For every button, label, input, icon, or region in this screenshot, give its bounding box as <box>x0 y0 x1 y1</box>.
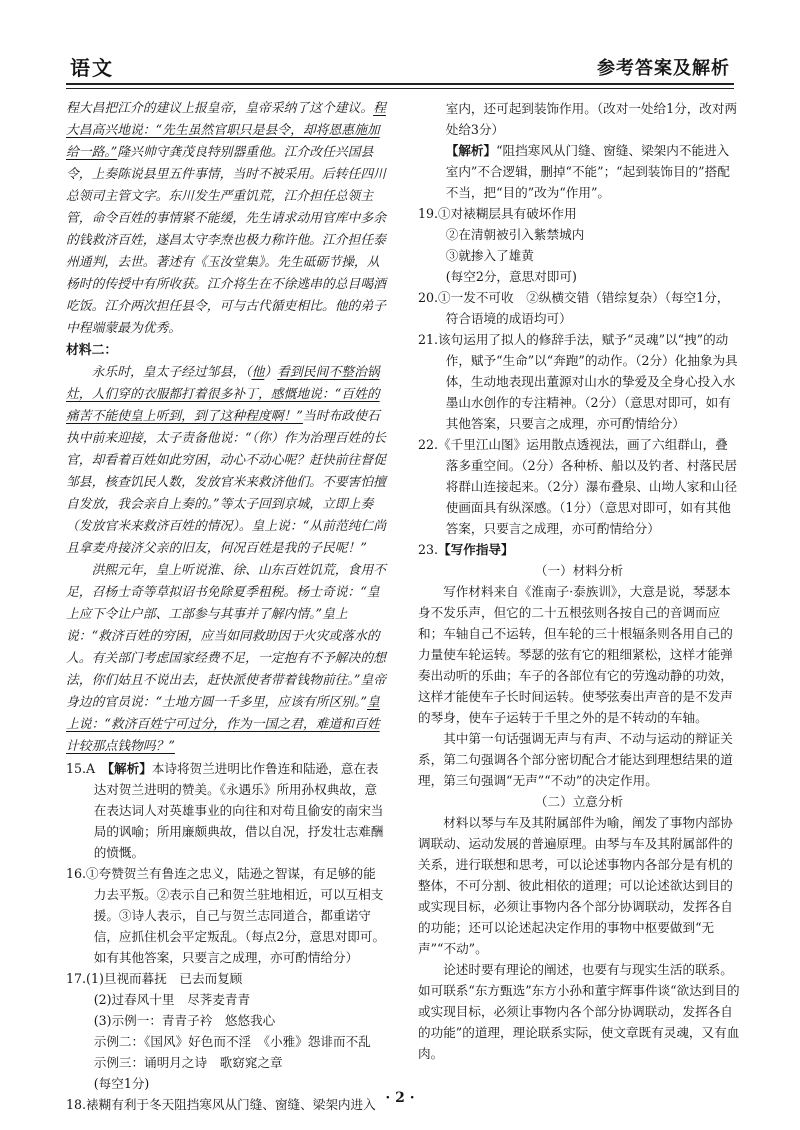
section-title: 参考答案及解析 <box>597 58 730 79</box>
translation-paragraph-2: 永乐时，皇太子经过邹县，（他）看到民间不整治锅灶，人们穿的衣服都打着很多补丁，感慨地说：“百姓的痛苦不能使皇上听到，到了这种程度啊！”当时布政使石执中前来迎接，太子责备他说：“（你）作为治理百姓的长官，却看着百姓如此穷困，动心不动心呢？赶快前往督促邹县，核查饥民人数，发放官米来救济他们。不要害怕擅自发放，我会亲自上奏的。”等太子回到京城，立即上奏（发放官米来救济百姓的情况）。皇上说：“从前范纯仁尚且拿麦舟接济父亲的旧友，何况百姓是我的子民呢！” <box>66 365 387 556</box>
header-rule-thick <box>66 83 734 85</box>
answer-16: 16.①夸赞贺兰有鲁连之忠义，陆逊之智谋，有足够的能力去平叛。②表示自己和贺兰驻地相近，可以互相支援。③诗人表示，自己与贺兰志同道合，都重诺守信，应抓住机会平定叛乱。（每点2分，意思对即可。如有其他答案，只要言之成理，亦可酌情给分） <box>66 866 386 965</box>
underlined-sentence: 看到民间不整治锅灶，人们穿的衣服都打着很多补丁，感慨地说：“百姓的痛苦不能使皇上听到，到了这种程度啊！” <box>66 365 380 424</box>
page-number: · 2 · <box>385 1090 415 1106</box>
answer-15: 15.A 【解析】本诗将贺兰进明比作鲁连和陆逊，意在表达对贺兰进明的赞美。《永遇乐》所用孙权典故，意在表达词人对英雄事业的向往和对苟且偷安的南宋当局的讽喻；所用廉颇典故，借以自况，抒发壮志难酬的愤慨。 <box>66 761 384 860</box>
header-rule-thin <box>66 88 734 89</box>
material-2-title: 材料二： <box>66 343 118 358</box>
answer-18-continued: 室内，还可起到装饰作用。（改对一处给1分，改对两处给3分） 【解析】“阻挡寒风从门缝、窗缝、梁架内不能进入室内”不合逻辑，删掉“不能”；“起到装饰目的”搭配不当，把“目的”改为“作用”。 <box>445 101 738 200</box>
handwritten-translation <box>66 98 388 758</box>
translation-paragraph-3: 洪熙元年，皇上听说淮、徐、山东百姓饥荒，食用不足，召杨士奇等草拟诏书免除夏季租税。杨士奇说：“皇上应下令让户部、工部参与其事并了解内情。”皇上说：“救济百姓的穷困，应当如同救助因于火灾或落水的人。有关部门考虑国家经费不足，一定抱有不予解决的想法，你们姑且不说出去，赶快派使者带着钱物前往。”皇帝身边的官员说：“土地方圆一千多里，应该有所区别。”皇上说：“救济百姓宁可过分，作为一国之君，难道和百姓计较那点钱物吗？” <box>66 563 387 754</box>
section-1-paragraph-2: 其中第一句话强调无声与有声、不动与运动的辩证关系，第二句强调各个部分密切配合才能达到理想结果的道理，第三句强调“无声”“不动”的决定作用。 <box>418 731 733 788</box>
section-1-paragraph-1: 写作材料来自《淮南子·泰族训》，大意是说，琴瑟本身不发乐声，但它的二十五根弦则各按自己的音调而应和；车轴自己不运转，但车轮的三十根辐条则各用自己的力量使车轮运转。琴瑟的弦有它的粗细紧松，这样才能弹奏出动听的乐曲；车子的各部位有它的劳逸动静的功效，这样才能使车子长时间运转。使琴弦奏出声音的是不发声的琴身，使车子运转于千里之外的是不转动的车轴。 <box>418 584 733 725</box>
left-column <box>66 98 388 1115</box>
answer-17: 17.(1)旦视而暮抚 已去而复顾 (2)过春风十里 尽荠麦青青 (3)示例一：青青子衿 悠悠我心 示例二：《国风》好色而不淫 《小雅》怨诽而不乱 示例三：诵明月之诗 歌窈窕之章 (每空1分) <box>66 971 371 1091</box>
answer-23: 23.【写作指导】 （一）材料分析 写作材料来自《淮南子·泰族训》，大意是说，琴瑟本身不发乐声，但它的二十五根弦则各按自己的音调而应和；车轴自己不运转，但车轮的三十根辐条则各用自己的力量使车轮运转。琴瑟的弦有它的粗细紧松，这样才能弹奏出动听的乐曲；车子的各部位有它的劳逸动静的功效，这样才能使车子长时间运转。使琴弦奏出声音的是不发声的琴身，使车子运转于千里之外的是不转动的车轴。 其中第一句话强调无声与有声、不动与运动的辩证关系，第二句强调各个部分密切配合才能达到理想结果的道理，第三句强调“无声”“不动”的决定作用。 （二）立意分析 材料以琴与车及其附属部件为喻，阐发了事物内部协调联动、运动发展的普遍原理。由琴与车及其附属部件的关系，进行联想和思考，可以论述事物内各部分是有机的整体，不可分割、彼此相依的道理；可以论述欲达到目的或实现目标，必须让事物内各个部分协调联动，发挥各自的功能；还可以论述起决定作用的事物中枢要做到“无声”“不动”。 论述时要有理论的阐述，也要有与现实生活的联系。如可联系“东方甄选”东方小孙和董宇辉事件谈“欲达到目的或实现目标，必须让事物内各个部分协调联动，发挥各自的功能”的道理，理论联系实际，使文章既有灵魂，又有血肉。 <box>418 539 740 1064</box>
answer-20: 20.①一发不可收 ②纵横交错（错综复杂）（每空1分，符合语境的成语均可） <box>418 290 730 326</box>
subject-title: 语文 <box>70 56 114 80</box>
section-2-paragraph-1: 材料以琴与车及其附属部件为喻，阐发了事物内部协调联动、运动发展的普遍原理。由琴与车及其附属部件的关系，进行联想和思考，可以论述事物内各部分是有机的整体，不可分割、彼此相依的道理；可以论述欲达到目的或实现目标，必须让事物内各个部分协调联动，发挥各自的功能；还可以论述起决定作用的事物中枢要做到“无声”“不动”。 <box>418 815 733 956</box>
answer-22: 22.《千里江山图》运用散点透视法，画了六组群山，叠落多重空间。（2分）各种桥、船以及钓者、村落民居将群山连接起来。（2分）瀑布叠泉、山坳人家和山径使画面具有纵深感。（1分）（意思对即可，如有其他答案，只要言之成理，亦可酌情给分） <box>418 437 738 536</box>
underlined-sentence: 皇上说：“救济百姓宁可过分，作为一国之君，难道和百姓计较那点钱物吗？” <box>66 695 380 754</box>
right-column <box>418 98 740 1064</box>
translation-paragraph-1: 程大昌把江介的建议上报皇帝，皇帝采纳了这个建议。程大昌高兴地说：“先生虽然官职只是县令，却将恩惠施加给一路。”隆兴帅守龚茂良特别器重他。江介改任兴国县令，上奏陈说县里五件事情，当时不被采用。后转任四川总领司主管文字。东川发生严重饥荒，江介担任总领主管，命令百姓的事情紧不能缓，先生请求动用官库中多余的钱救济百姓，遂昌太守李焘也极力称许他。江介担任泰州通判，去世。著述有《玉汝堂集》。先生砥砺节操，从杨时的传授中有所收获。江介将生在不徐逃串的总目喝酒吃饭。江介两次担任县令，可与古代循吏相比。他的弟子中程端蒙最为优秀。 <box>66 101 386 336</box>
section-2-paragraph-2: 论述时要有理论的阐述，也要有与现实生活的联系。如可联系“东方甄选”东方小孙和董宇辉事件谈“欲达到目的或实现目标，必须让事物内各个部分协调联动，发挥各自的功能”的道理，理论联系实际，使文章既有灵魂，又有血肉。 <box>418 962 740 1061</box>
answer-18: 18.裱糊有利于冬天阻挡寒风从门缝、窗缝、梁架内进入 <box>66 1097 376 1112</box>
answer-21: 21.该句运用了拟人的修辞手法，赋予“灵魂”以“拽”的动作，赋予“生命”以“奔跑”的动作。（2分）化抽象为具体，生动地表现出董源对山水的挚爱及全身心投入水墨山水创作的专注精神。（2分）（意思对即可，如有其他答案，只要言之成理，亦可酌情给分） <box>418 332 738 431</box>
answer-19: 19.①对裱糊层具有破坏作用 ②在清朝被引入紫禁城内 ③就掺入了雄黄 (每空2分，意思对即可) <box>418 206 585 284</box>
underlined-sentence: 程大昌高兴地说：“先生虽然官职只是县令，却将恩惠施加给一路。” <box>66 101 386 160</box>
section-2-title: （二）立意分析 <box>534 794 624 809</box>
section-1-title: （一）材料分析 <box>534 563 624 578</box>
page-header <box>66 52 734 80</box>
